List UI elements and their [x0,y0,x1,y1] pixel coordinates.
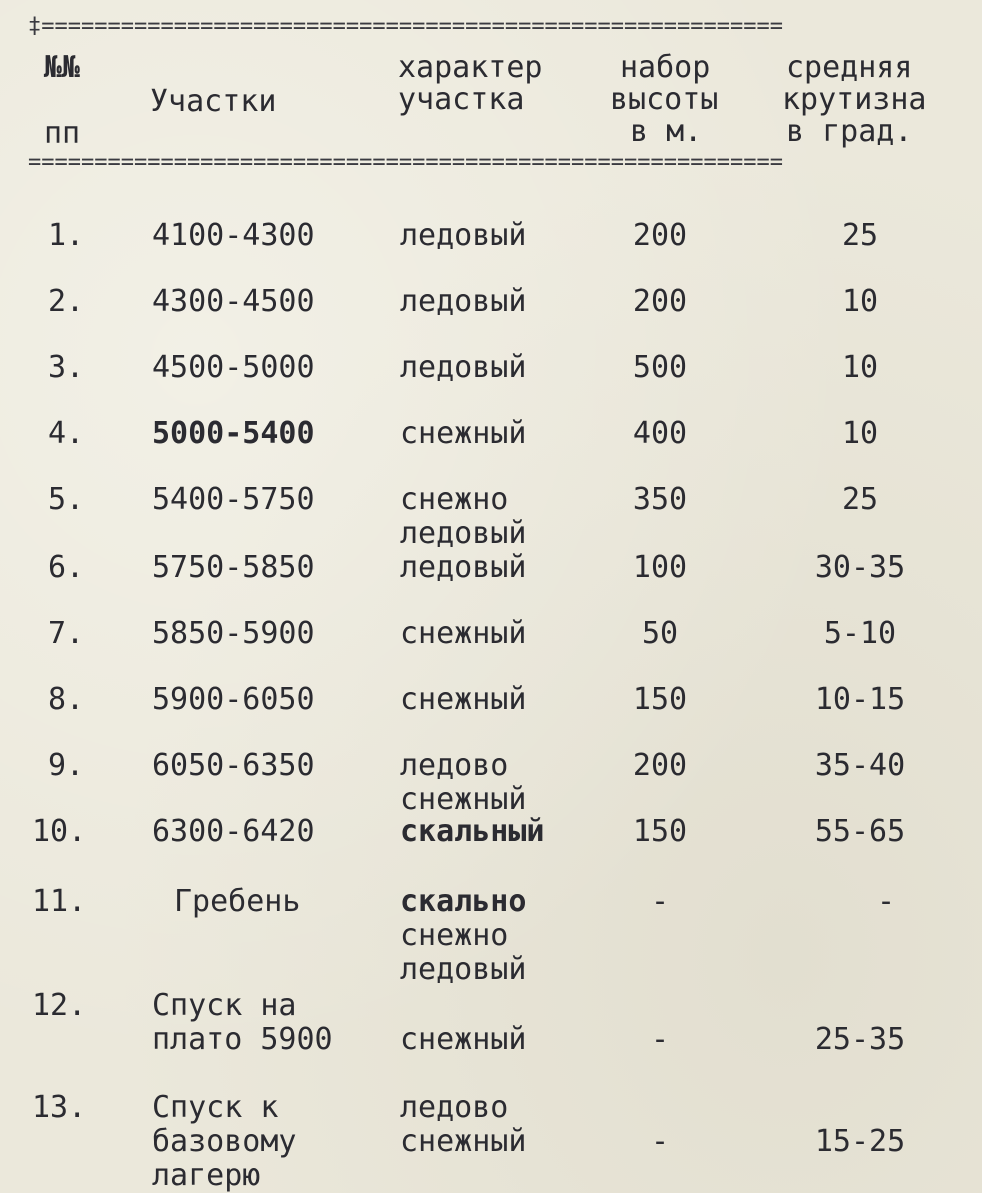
row-6-gain: 100 [632,550,688,585]
row-7-gain: 50 [641,616,679,651]
header-number-line2: пп [44,116,81,151]
row-11-type-line2: снежно [400,918,509,953]
row-11-type-line3: ледовый [400,952,527,987]
row-5-gain: 350 [632,482,688,517]
row-12-section-line1: Спуск на [152,988,297,1023]
row-12-gain: - [650,1022,670,1057]
row-9-slope: 35-40 [814,748,906,783]
header-slope-line2: крутизна [782,82,927,117]
header-slope-line3: в град. [786,114,913,149]
row-9-type-line1: ледово [400,748,509,783]
row-9-section: 6050-6350 [152,748,315,783]
row-12-section-line2: плато 5900 [152,1022,333,1057]
header-slope-line1: средняя [786,50,913,85]
row-4-type: снежный [400,416,527,451]
row-1-gain: 200 [632,218,688,253]
row-9-type-line2: снежный [400,782,527,817]
row-2-number: 2. [48,284,85,319]
row-6-slope: 30-35 [814,550,906,585]
row-8-gain: 150 [632,682,688,717]
row-2-gain: 200 [632,284,688,319]
row-3-number: 3. [48,350,85,385]
header-bottom-rule: ========================================================= [28,152,783,174]
row-1-type: ледовый [400,218,527,253]
header-gain-line3: в м. [630,114,703,149]
header-type-line1: характер [398,50,543,85]
row-4-section: 5000-5400 [152,416,315,451]
row-1-slope: 25 [841,218,879,253]
row-7-number: 7. [48,616,85,651]
row-4-gain: 400 [632,416,688,451]
row-5-type-line2: ледовый [400,516,527,551]
row-3-slope: 10 [841,350,879,385]
row-7-slope: 5-10 [823,616,897,651]
header-type-line2: участка [398,82,525,117]
row-13-type-line2: снежный [400,1124,527,1159]
row-4-slope: 10 [841,416,879,451]
row-5-type-line1: снежно [400,482,509,517]
header-number-line1: №№ [44,50,81,85]
header-top-rule: ‡======================================================== [28,16,783,38]
row-10-type: скальный [400,814,545,849]
row-12-number: 12. [32,988,87,1023]
row-8-slope: 10-15 [814,682,906,717]
row-5-section: 5400-5750 [152,482,315,517]
header-gain-line2: высоты [610,82,719,117]
row-9-number: 9. [48,748,85,783]
row-10-slope: 55-65 [814,814,906,849]
row-3-type: ледовый [400,350,527,385]
row-13-type-line1: ледово [400,1090,509,1125]
row-9-gain: 200 [632,748,688,783]
row-13-number: 13. [32,1090,87,1125]
row-5-slope: 25 [841,482,879,517]
row-10-number: 10. [32,814,87,849]
row-10-gain: 150 [632,814,688,849]
header-gain-line1: набор [620,50,711,85]
row-1-number: 1. [48,218,85,253]
row-8-number: 8. [48,682,85,717]
row-11-type-line1: скально [400,884,527,919]
row-13-section-line1: Спуск к [152,1090,279,1125]
row-5-number: 5. [48,482,85,517]
row-8-section: 5900-6050 [152,682,315,717]
row-8-type: снежный [400,682,527,717]
row-6-section: 5750-5850 [152,550,315,585]
header-section: Участки [150,84,277,119]
row-1-section: 4100-4300 [152,218,315,253]
row-11-number: 11. [32,884,87,919]
row-6-type: ледовый [400,550,527,585]
row-11-gain: - [650,884,670,919]
row-2-slope: 10 [841,284,879,319]
row-10-section: 6300-6420 [152,814,315,849]
row-3-section: 4500-5000 [152,350,315,385]
row-13-section-line2: базовому [152,1124,297,1159]
row-3-gain: 500 [632,350,688,385]
row-2-section: 4300-4500 [152,284,315,319]
row-13-slope: 15-25 [814,1124,906,1159]
row-2-type: ледовый [400,284,527,319]
row-12-type: снежный [400,1022,527,1057]
row-11-slope: - [876,884,896,919]
row-4-number: 4. [48,416,85,451]
row-13-section-line3: лагерю [152,1158,261,1193]
row-12-slope: 25-35 [814,1022,906,1057]
row-7-section: 5850-5900 [152,616,315,651]
row-6-number: 6. [48,550,85,585]
row-13-gain: - [650,1124,670,1159]
row-11-section: Гребень [174,884,301,919]
row-7-type: снежный [400,616,527,651]
